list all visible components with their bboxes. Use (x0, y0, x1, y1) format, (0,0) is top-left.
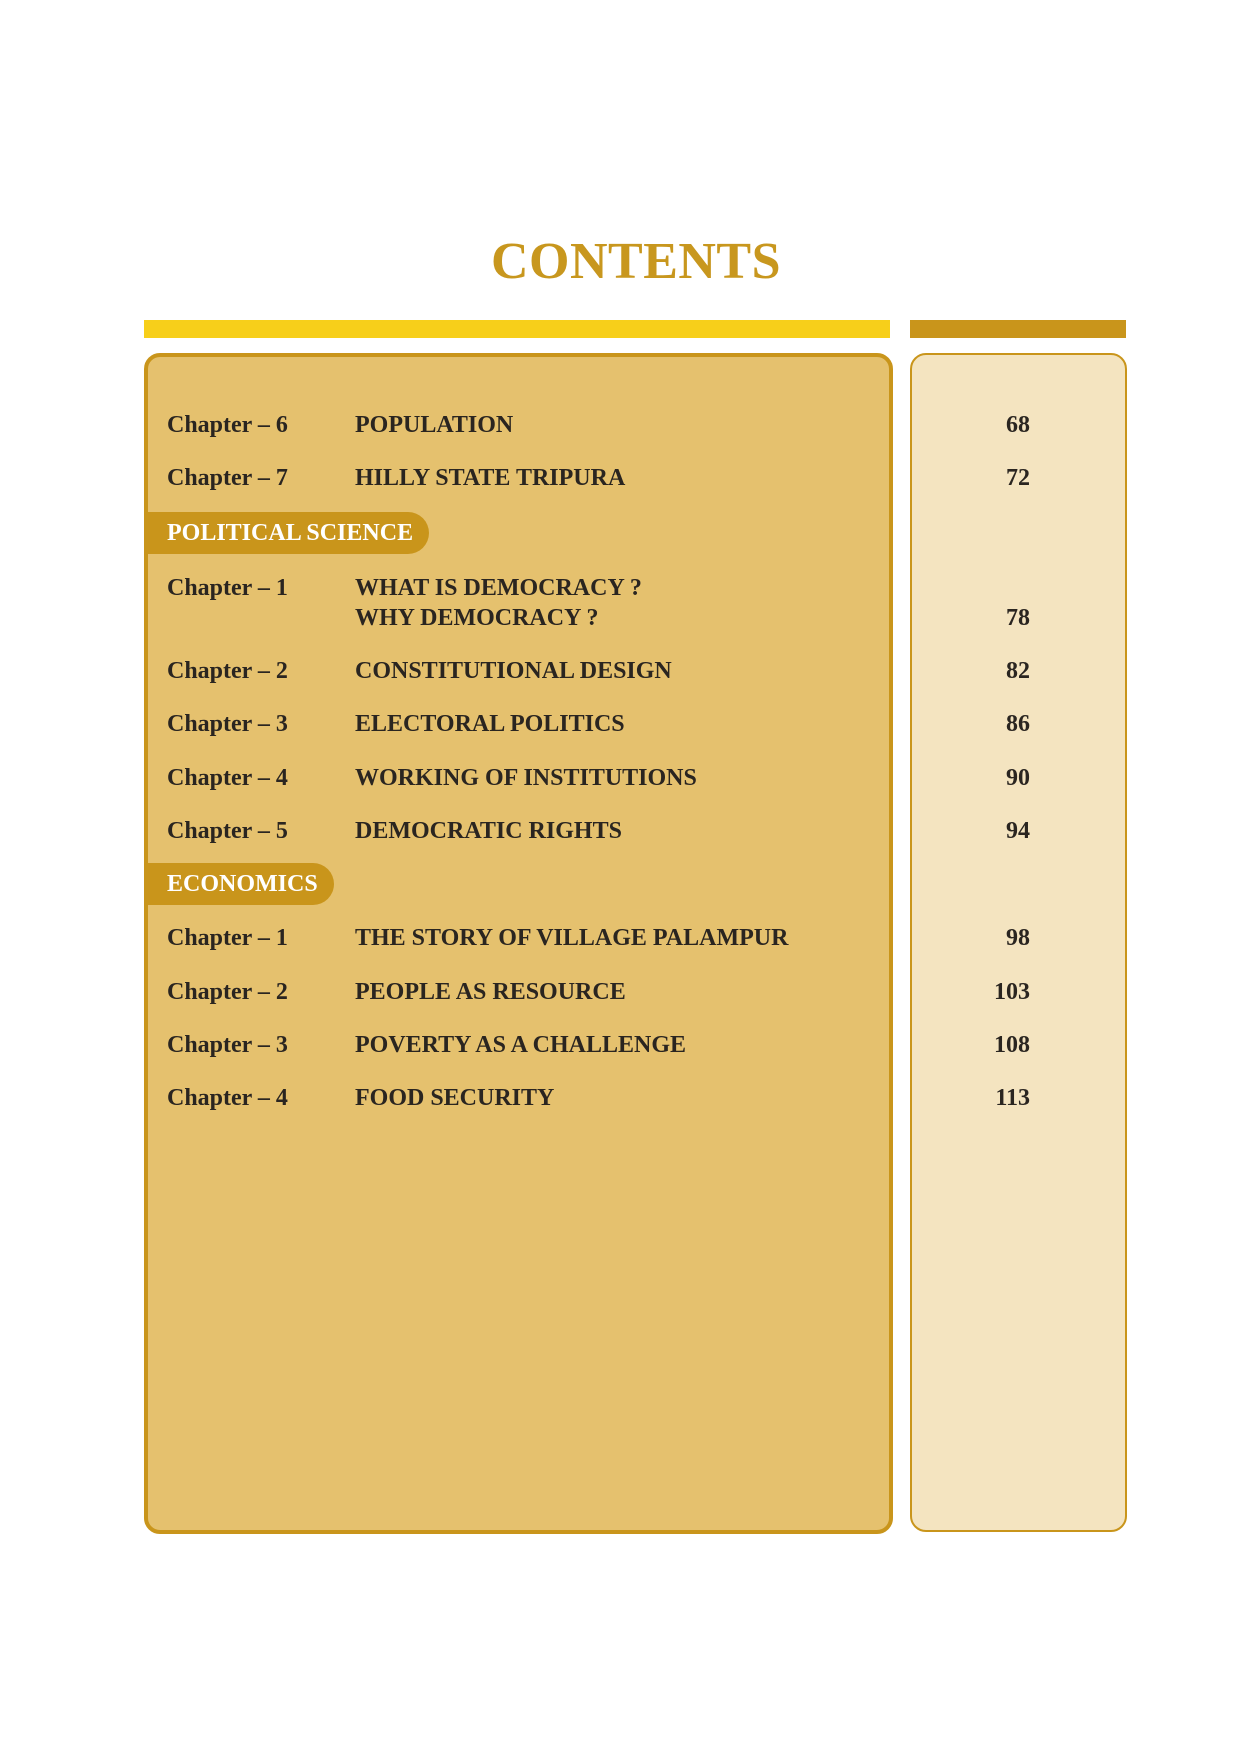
toc-entry[interactable] (0, 573, 1240, 633)
page-number: 98 (1006, 925, 1030, 951)
page-number: 68 (1006, 412, 1030, 438)
chapter-label: Chapter – 2 (167, 979, 288, 1005)
toc-entry[interactable] (0, 656, 1240, 686)
chapter-title: WORKING OF INSTITUTIONS (355, 765, 697, 791)
chapter-title: HILLY STATE TRIPURA (355, 465, 626, 491)
page-number: 108 (994, 1032, 1030, 1058)
toc-entry[interactable] (0, 463, 1240, 493)
chapter-title: THE STORY OF VILLAGE PALAMPUR (355, 925, 789, 951)
toc-entry[interactable] (0, 1030, 1240, 1060)
toc-entry[interactable] (0, 816, 1240, 846)
chapter-label: Chapter – 4 (167, 765, 288, 791)
chapter-label: Chapter – 7 (167, 465, 288, 491)
section-badge-political-science: POLITICAL SCIENCE (148, 512, 429, 554)
chapter-label: Chapter – 3 (167, 1032, 288, 1058)
toc-entry[interactable] (0, 763, 1240, 793)
chapter-label: Chapter – 1 (167, 575, 288, 601)
chapter-label: Chapter – 5 (167, 818, 288, 844)
chapter-title: POPULATION (355, 412, 514, 438)
page-number: 94 (1006, 818, 1030, 844)
page-number: 90 (1006, 765, 1030, 791)
chapter-title: DEMOCRATIC RIGHTS (355, 818, 622, 844)
page-number: 78 (1006, 605, 1030, 631)
section-badge-economics: ECONOMICS (148, 863, 334, 905)
toc-entry[interactable] (0, 1083, 1240, 1113)
page-number: 103 (994, 979, 1030, 1005)
page-number: 82 (1006, 658, 1030, 684)
chapter-title: FOOD SECURITY (355, 1085, 555, 1111)
toc-entry[interactable] (0, 709, 1240, 739)
chapter-title: ELECTORAL POLITICS (355, 711, 625, 737)
chapter-label: Chapter – 2 (167, 658, 288, 684)
page-number: 113 (995, 1085, 1030, 1111)
chapter-label: Chapter – 4 (167, 1085, 288, 1111)
page-column-header-bar (910, 320, 1126, 338)
toc-entry[interactable] (0, 923, 1240, 953)
title-underline-bar (144, 320, 890, 338)
chapter-label: Chapter – 1 (167, 925, 288, 951)
chapter-title: WHAT IS DEMOCRACY ? WHY DEMOCRACY ? (355, 575, 642, 631)
page-number: 72 (1006, 465, 1030, 491)
chapter-label: Chapter – 3 (167, 711, 288, 737)
chapter-title: CONSTITUTIONAL DESIGN (355, 658, 672, 684)
chapter-label: Chapter – 6 (167, 412, 288, 438)
page-number: 86 (1006, 711, 1030, 737)
toc-entry[interactable] (0, 410, 1240, 440)
toc-entry[interactable] (0, 977, 1240, 1007)
chapter-title: POVERTY AS A CHALLENGE (355, 1032, 687, 1058)
chapter-title: PEOPLE AS RESOURCE (355, 979, 626, 1005)
page-title: CONTENTS (490, 233, 782, 290)
